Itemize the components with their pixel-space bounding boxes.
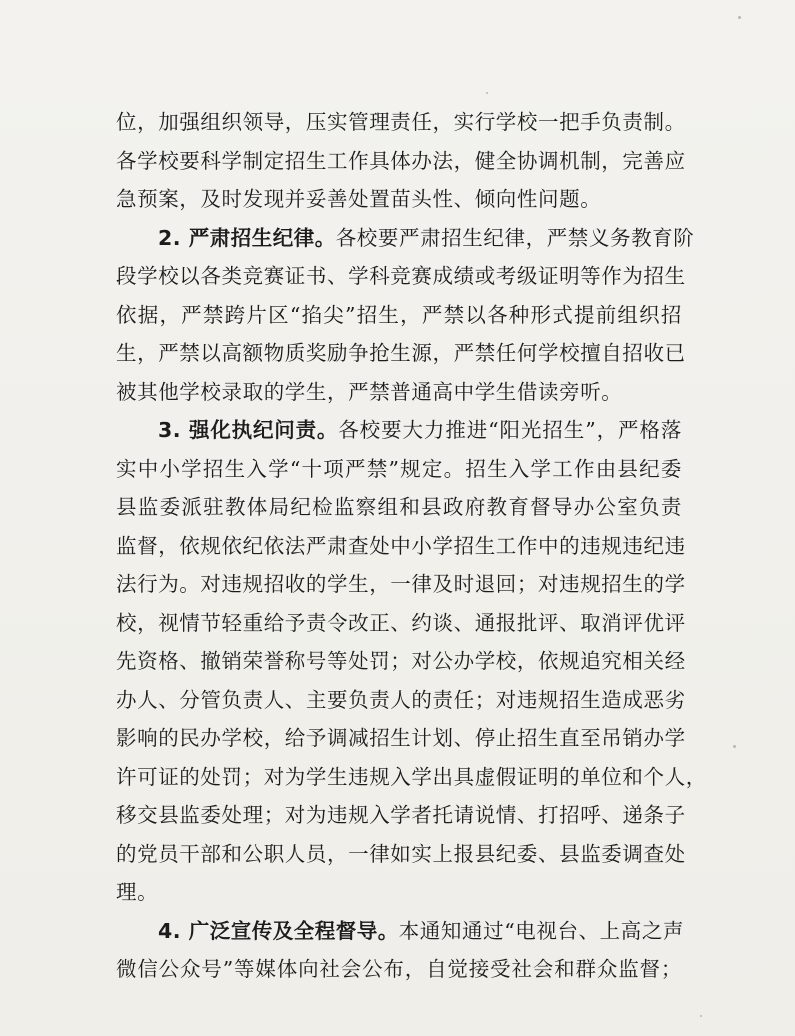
line-text: 移交县监委处理；对为违规入学者托请说情、打招呼、递条子 xyxy=(116,803,686,827)
line-text: 办人、分管负责人、主要负责人的责任；对违规招生造成恶劣 xyxy=(116,687,686,712)
section-first-line xyxy=(116,411,682,450)
line-text: 许可证的处罚；对为学生违规入学出具虚假证明的单位和个人， xyxy=(116,764,707,789)
body-line xyxy=(116,642,686,681)
body-line xyxy=(116,796,686,835)
line-text: 段学校以各类竞赛证书、学科竞赛成绩或考级证明等作为招生 xyxy=(116,264,686,288)
body-line xyxy=(116,103,686,142)
body-line xyxy=(116,257,686,296)
line-text: 先资格、撤销荣誉称号等处罚；对公办学校，依规追究相关经 xyxy=(116,649,686,673)
line-text: 急预案，及时发现并妥善处置苗头性、倾向性问题。 xyxy=(116,187,602,211)
line-text: 影响的民办学校，给予调减招生计划、停止招生直至吊销办学 xyxy=(116,726,686,750)
body-line xyxy=(116,334,686,373)
body-line xyxy=(116,873,682,912)
body-line xyxy=(116,950,682,989)
line-text: 各校要大力推进“阳光招生”，严格落 xyxy=(338,418,682,442)
line-text: 本通知通过“电视台、上高之声 xyxy=(398,918,685,943)
body-line xyxy=(116,527,686,566)
line-text: 实中小学招生入学“十项严禁”规定。招生入学工作由县纪委 xyxy=(116,456,682,481)
line-text: 的党员干部和公职人员，一律如实上报县纪委、县监委调查处 xyxy=(116,841,686,866)
line-text: 各校要严肃招生纪律，严禁义务教育阶 xyxy=(335,225,695,250)
line-text: 各学校要科学制定招生工作具体办法，健全协调机制，完善应 xyxy=(116,148,686,173)
body-line xyxy=(116,681,686,720)
body-line xyxy=(116,758,707,797)
body-line xyxy=(116,604,686,643)
body-line xyxy=(116,142,686,181)
line-text: 法行为。对违规招收的学生，一律及时退回；对违规招生的学 xyxy=(116,572,686,596)
line-text: 生，严禁以高额物质奖励争抢生源，严禁任何学校擅自招收已 xyxy=(116,341,686,365)
body-line xyxy=(116,835,686,874)
line-text: 监督，依规依纪依法严肃查处中小学招生工作中的违规违纪违 xyxy=(116,533,686,558)
section-heading: 3. 强化执纪问责。 xyxy=(158,418,339,442)
body-line xyxy=(116,565,686,604)
line-text: 被其他学校录取的学生，严禁普通高中学生借读旁听。 xyxy=(116,379,623,404)
line-text: 位，加强组织领导，压实管理责任，实行学校一把手负责制。 xyxy=(116,110,686,134)
scan-speck xyxy=(486,92,488,94)
line-text: 理。 xyxy=(116,880,159,904)
body-line xyxy=(116,450,682,489)
line-text: 依据，严禁跨片区“掐尖”招生，严禁以各种形式提前组织招 xyxy=(116,302,682,327)
scan-speck xyxy=(700,1015,702,1017)
section-heading: 4. 广泛宣传及全程督导。 xyxy=(158,918,399,943)
body-line xyxy=(116,719,686,758)
line-text: 县监委派驻教体局纪检监察组和县政府教育督导办公室负责 xyxy=(116,495,682,519)
body-line xyxy=(116,488,682,527)
section-first-line xyxy=(116,912,685,951)
scan-speck xyxy=(733,745,736,748)
body-line xyxy=(116,373,682,412)
section-first-line xyxy=(116,219,695,258)
line-text: 微信公众号”等媒体向社会公布，自觉接受社会和群众监督； xyxy=(116,957,682,981)
document-body xyxy=(116,103,707,989)
scan-speck xyxy=(738,16,741,19)
section-heading: 2. 严肃招生纪律。 xyxy=(158,225,336,250)
body-line xyxy=(116,180,682,219)
body-line xyxy=(116,296,682,335)
line-text: 校，视情节轻重给予责令改正、约谈、通报批评、取消评优评 xyxy=(116,610,686,635)
